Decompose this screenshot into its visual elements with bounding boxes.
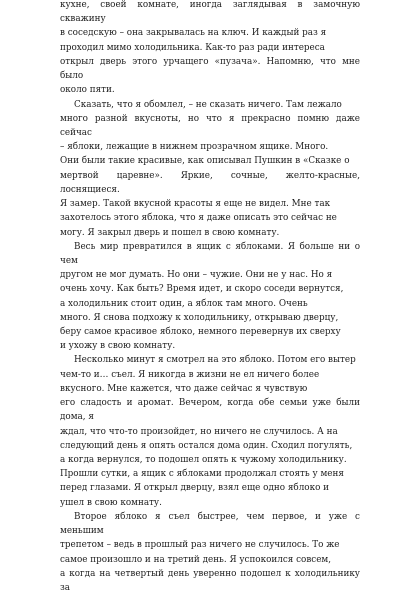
paragraph-1: кухне, своей комнате, иногда заглядывая в замочную скважину в соседскую – она закрывалась на ключ. И каждый раз я проходил мимо холодильника. Как-то раз ради интереса открыл дверь этого урчащего «пузача». Напомню, что мне было около пяти.	[60, 0, 360, 96]
book-page-text	[60, 0, 360, 595]
paragraph-5: Второе яблоко я съел быстрее, чем первое, и уже с меньшим трепетом – ведь в прошлый раз ничего не случилось. То же самое произошло и на третий день. Я успокоился совсем, а когда на четвертый день уверенно подошел к холодильнику за	[60, 511, 360, 593]
paragraph-4: Несколько минут я смотрел на это яблоко. Потом его вытер чем-то и… съел. Я никогда в жизни не ел ничего более вкусного. Мне кажется, что даже сейчас я чувствую его сладость и аромат. Вечером, когда обе семьи уже были дома, я ждал, что что-то произойдет, но ничего не случилось. А на следующий день я опять остался дома один. Сходил погулять, а когда вернулся, то подошел опять к чужому холодильнику. Прошли сутки, а ящик с яблоками продолжал стоять у меня перед глазами. Я открыл дверцу, взял еще одно яблоко и ушел в свою комнату.	[60, 355, 360, 508]
paragraph-2: Сказать, что я обомлел, – не сказать ничего. Там лежало много разной вкусноты, но что я прекрасно помню даже сейчас – яблоки, лежащие в нижнем прозрачном ящике. Много. Они были такие красивые, как описывал Пушкин в «Сказке о мертвой царевне». Яркие, сочные, желто-красные, лоснящиеся. Я замер. Такой вкусной красоты я еще не видел. Мне так захотелось этого яблока, что я даже описать это сейчас не могу. Я закрыл дверь и пошел в свою комнату.	[60, 99, 360, 238]
paragraph-3: Весь мир превратился в ящик с яблоками. Я больше ни о чем другом не мог думать. Но они – чужие. Они не у нас. Но я очень хочу. Как быть? Время идет, и скоро соседи вернутся, а холодильник стоит один, а яблок там много. Очень много. Я снова подхожу к холодильнику, открываю дверцу, беру самое красивое яблоко, немного перевернув их сверху и ухожу в свою комнату.	[60, 241, 360, 352]
